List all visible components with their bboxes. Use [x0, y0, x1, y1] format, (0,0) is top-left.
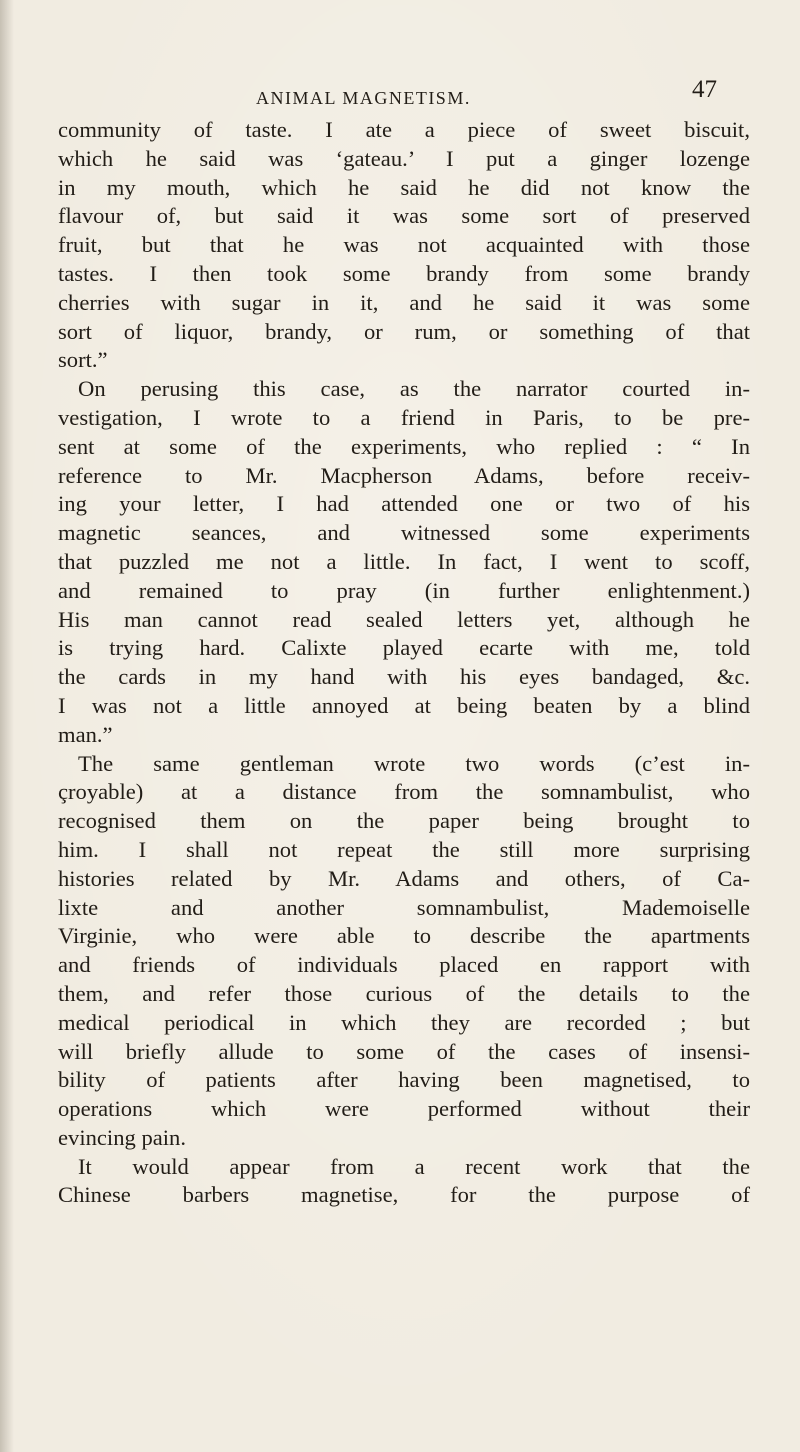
text-line: man.” — [58, 721, 113, 747]
text-line: will briefly allude to some of the cases of insensi- — [58, 1038, 750, 1064]
text-line: medical periodical in which they are recorded ; but — [58, 1009, 750, 1035]
text-line: operations which were performed without their — [58, 1096, 750, 1122]
text-line: him. I shall not repeat the still more surprising — [58, 836, 750, 862]
text-line: is trying hard. Calixte played ecarte with me, told — [58, 635, 750, 661]
text-line: Virginie, who were able to describe the apartments — [58, 923, 750, 949]
text-line: in my mouth, which he said he did not know the — [58, 174, 750, 200]
text-line: recognised them on the paper being brought to — [58, 808, 750, 834]
text-line: bility of patients after having been magnetised, to — [58, 1067, 750, 1093]
text-line: sent at some of the experiments, who replied : “ In — [58, 433, 750, 459]
page-gutter-shadow — [0, 0, 14, 1452]
page-number: 47 — [692, 76, 717, 103]
text-line: sort.” — [58, 347, 108, 373]
text-line: On perusing this case, as the narrator courted in- — [78, 376, 750, 402]
text-line: which he said was ‘gateau.’ I put a ginger lozenge — [58, 145, 750, 171]
running-head: ANIMAL MAGNETISM. — [256, 88, 471, 108]
text-line: vestigation, I wrote to a friend in Paris, to be pre- — [58, 404, 750, 430]
text-line: çroyable) at a distance from the somnambulist, who — [58, 779, 750, 805]
text-line: lixte and another somnambulist, Mademoiselle — [58, 894, 750, 920]
text-line: His man cannot read sealed letters yet, although he — [58, 606, 750, 632]
text-line: Chinese barbers magnetise, for the purpose of — [58, 1182, 750, 1208]
text-line: ing your letter, I had attended one or two of his — [58, 491, 750, 517]
text-line: It would appear from a recent work that the — [78, 1153, 750, 1179]
text-line: fruit, but that he was not acquainted with those — [58, 232, 750, 258]
body-text — [58, 116, 750, 1210]
text-line: histories related by Mr. Adams and others, of Ca- — [58, 865, 750, 891]
text-line: The same gentleman wrote two words (c’est in- — [78, 750, 750, 776]
text-line: and remained to pray (in further enlightenment.) — [58, 577, 750, 603]
text-line: that puzzled me not a little. In fact, I went to scoff, — [58, 548, 750, 574]
text-line: flavour of, but said it was some sort of preserved — [58, 203, 750, 229]
text-line: tastes. I then took some brandy from some brandy — [58, 260, 750, 286]
text-line: community of taste. I ate a piece of sweet biscuit, — [58, 117, 750, 142]
text-line: cherries with sugar in it, and he said it was some — [58, 289, 750, 315]
text-line: the cards in my hand with his eyes bandaged, &c. — [58, 664, 750, 690]
text-line: and friends of individuals placed en rapport with — [58, 952, 750, 978]
text-line: evincing pain. — [58, 1124, 186, 1150]
text-line: I was not a little annoyed at being beaten by a blind — [58, 692, 750, 718]
text-line: them, and refer those curious of the details to the — [58, 980, 750, 1006]
text-line: magnetic seances, and witnessed some experiments — [58, 520, 750, 546]
text-line: reference to Mr. Macpherson Adams, before receiv- — [58, 462, 750, 488]
text-line: sort of liquor, brandy, or rum, or something of that — [58, 318, 750, 344]
